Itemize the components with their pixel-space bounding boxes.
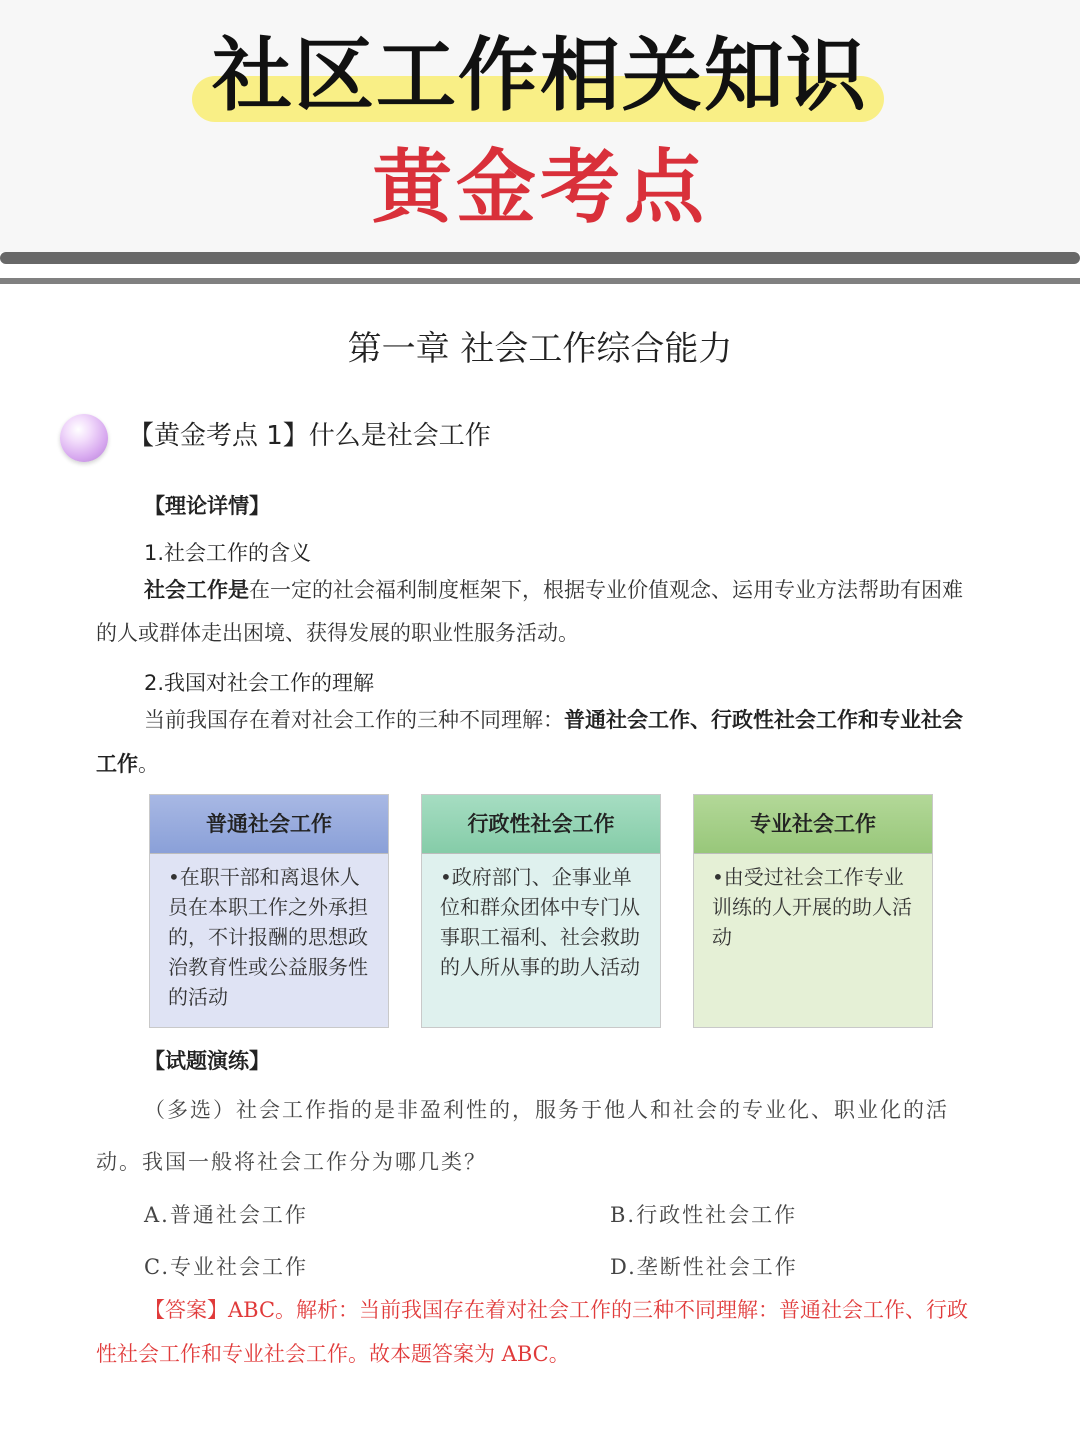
section-2-bold: 普通社会工作、行政性社会工作和专业社会工作: [96, 707, 963, 776]
section-1-bold: 社会工作是: [144, 577, 249, 602]
section-2-end: 。: [138, 752, 159, 776]
bullet-orb-icon: [60, 414, 108, 462]
option-b: B.行政性社会工作: [610, 1203, 798, 1227]
section-1-text: 在一定的社会福利制度框架下，根据专业价值观念、运用专业方法帮助有困难的人或群体走出困境、获得发展的职业性服务活动。: [96, 578, 963, 645]
section-2-heading: 2.我国对社会工作的理解: [144, 671, 375, 695]
box-body: •在职干部和离退休人员在本职工作之外承担的，不计报酬的思想政治教育性或公益服务性的活动: [168, 865, 368, 1009]
exercise-question: （多选）社会工作指的是非盈利性的，服务于他人和社会的专业化、职业化的活动。我国一般将社会工作分为哪几类？: [96, 1098, 949, 1174]
divider-thick: [0, 252, 1080, 264]
page-title: 社区工作相关知识: [212, 29, 868, 122]
box-body: •政府部门、企事业单位和群众团体中专门从事职工福利、社会救助的人所从事的助人活动: [440, 865, 640, 979]
option-c: C.专业社会工作: [144, 1255, 308, 1279]
theory-label: 【理论详情】: [144, 494, 270, 518]
box-general-social-work: [149, 794, 389, 1028]
box-title: 行政性社会工作: [422, 795, 660, 854]
section-2-text: 当前我国存在着对社会工作的三种不同理解：: [144, 708, 564, 732]
section-2-paragraph: [96, 698, 976, 786]
exercise-label: 【试题演练】: [144, 1049, 270, 1073]
section-1-paragraph: [96, 568, 976, 655]
chapter-title: 第一章 社会工作综合能力: [347, 329, 733, 369]
key-point-title: 【黄金考点 1】什么是社会工作: [128, 421, 491, 451]
option-d: D.垄断性社会工作: [610, 1255, 798, 1279]
option-a: A.普通社会工作: [144, 1203, 308, 1227]
box-administrative-social-work: [421, 794, 661, 1028]
box-body: •由受过社会工作专业训练的人开展的助人活动: [712, 865, 912, 949]
box-professional-social-work: [693, 794, 933, 1028]
page-header: [0, 0, 1080, 252]
page-subtitle: 黄金考点: [372, 141, 708, 234]
divider-thin: [0, 278, 1080, 284]
section-1-heading: 1.社会工作的含义: [144, 541, 312, 565]
box-title: 专业社会工作: [694, 795, 932, 854]
box-title: 普通社会工作: [150, 795, 388, 854]
answer-explanation: 【答案】ABC。解析：当前我国存在着对社会工作的三种不同理解：普通社会工作、行政性社会工作和专业社会工作。故本题答案为 ABC。: [96, 1298, 969, 1366]
